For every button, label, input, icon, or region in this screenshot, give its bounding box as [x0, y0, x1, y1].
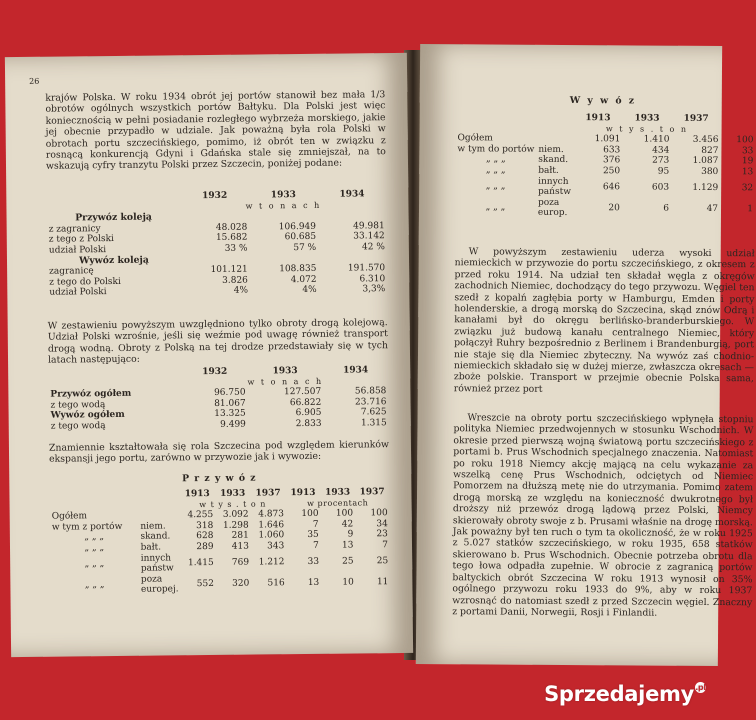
import-table [49, 487, 390, 596]
cell: 7.625 [360, 407, 387, 418]
left-page [5, 53, 413, 657]
cell: 3.456 [692, 135, 719, 146]
right-paragraph-1: W powyższym zestawieniu uderza wysoki udział niemieckich w przywozie do portu szczecińskiego, z okresem z przed roku 1914. Na udział ten składał węgla z okręgów zachodnich Niemiec, dochodzący do tego przywozu. Węgiel ten szedł z kopalń zagłębia porty w Hamburgu, Emden i porty holenderskie, a drogą morską do Szczecina, skąd znów Odrą i kanałami był do okręgu berlińsko-branderburskiego. W związku już budową kanału centralnego Niemiec, który połączył Ruhry bezpośrednio z Berlinem i Brandenburgią, port nie staje się dla Niemiec zbyteczny. Na wywóz zaś chodnio-niemieckich składało się w dużej mierze, zwłaszcza okresach — zboże polskie. Transport w przejmie obecnie Polska sama, również przez port [453, 246, 755, 395]
row-label: „ „ „ [485, 181, 506, 192]
cell: 4.873 [258, 509, 285, 520]
cell: 66.822 [289, 397, 322, 408]
cell: 60.685 [284, 232, 317, 243]
right-paragraph-2: Wreszcie na obroty portu szczecińskiego wpłynęła stopniu polityka Niemiec przedwojennych w stosunku Wschodnich. W okresie przed pierwszą wojną światową portu szczecińskiego z portami b. Prus Wschodnich specjalnego znaczenia. Natomiast po roku 1918 Niemcy akcję mającą na celu wykazanie za wszelką cenę Prus Wschodnich, odciętych od Niemiec Pomorzem na dłuższą metę nie do utrzymania. Pomimo zatem drogą morską ze względu na konieczność dwukrotnego był droższy niż przewóz drogą lądową przez Polski, Niemcy skierowały obroty swoje z b. Prusami właśnie na drogę morską. Jak poważny był ten ruch o tym ta okoliczność, że w roku 1925 z 5.027 statków szczecińskiego, w roku 1935, 658 statków skierowano b. Prus Wschodnich. Obecnie potrzeba obrotu dla tego łowa odpadła zupełnie. W obrocie z zagranicą portów baltyckich obrót Szczecina W roku 1913 wynosił on 35% ogólnego przywozu roku 1933 do 9%, aby w roku 1937 wzrosnąć do natomiast szedł z przed Szczecin węgiel. Znaczny z portami Danii, Norwegii, Rosji i Finlandii. [452, 412, 754, 619]
row-sublabel [536, 134, 573, 145]
cell: 628 [196, 531, 214, 542]
cell: 25 [342, 556, 354, 567]
cell: 6 [663, 203, 669, 214]
row-sublabel [138, 511, 180, 522]
row-label: zagranicę [49, 266, 94, 277]
year-header: 1933 [634, 113, 660, 124]
cell: 603 [651, 182, 670, 193]
cell: 1.091 [594, 134, 621, 145]
cell: 4% [233, 285, 249, 297]
table-row [47, 284, 387, 298]
watermark-suffix: .pl [695, 683, 706, 692]
cell: 34 [376, 518, 388, 530]
cell: 25 [376, 555, 389, 567]
cell: 101.121 [210, 264, 248, 276]
year-header: 1933 [272, 366, 298, 377]
cell: 380 [701, 166, 719, 178]
cell: 20 [608, 203, 620, 214]
cell: 1.315 [360, 418, 387, 429]
row-sublabel: poza europ. [537, 197, 568, 219]
cell: 13.325 [214, 408, 246, 420]
cell: 281 [231, 530, 249, 542]
cell: 56.858 [354, 386, 387, 397]
unit-label: w t y s . t o n [199, 499, 267, 509]
page-number: 26 [29, 76, 40, 86]
year-header: 1937 [255, 488, 281, 499]
row-sublabel: skand. [538, 155, 569, 166]
cell: 23.716 [354, 396, 387, 408]
row-label: w tym z portów [51, 521, 123, 533]
cell: 7 [382, 540, 389, 551]
cell: 827 [701, 145, 719, 156]
cell: 96.750 [214, 387, 246, 399]
cell: 7 [313, 540, 319, 551]
row-label: „ „ „ [84, 532, 105, 543]
cell: 10 [342, 577, 354, 588]
year-header: 1933 [220, 488, 246, 499]
cell: 100 [736, 135, 754, 146]
row-sublabel: skand. [140, 531, 171, 543]
year-header: 1933 [324, 487, 351, 498]
row-label: „ „ „ [84, 558, 105, 570]
cell: 646 [602, 182, 621, 193]
cell: 4.072 [290, 274, 317, 285]
row-sublabel: innych państw [538, 176, 571, 198]
cell: 100 [370, 508, 388, 519]
row-label: udział Polski [48, 245, 107, 256]
cell: 32 [741, 183, 754, 194]
cell: 9 [347, 529, 354, 540]
cell: 108.835 [279, 264, 317, 275]
cell: 1.087 [692, 156, 719, 167]
cell: 57 % [293, 242, 317, 254]
cell: 552 [196, 579, 214, 590]
cell: 127.507 [283, 387, 322, 398]
table-row [455, 176, 755, 199]
cell: 49.981 [353, 220, 385, 232]
cell: 6.310 [359, 273, 386, 285]
row-sublabel: niem. [140, 521, 166, 532]
cell: 11 [376, 577, 389, 588]
row-label: z tego do Polski [49, 276, 121, 288]
cell: 3.826 [222, 275, 248, 286]
section-title: Przywóz koleją [75, 211, 153, 224]
cell: 42 [341, 519, 354, 530]
cell: 4% [302, 285, 317, 296]
cell: 1.646 [258, 520, 285, 531]
table-row [50, 572, 390, 597]
unit-label: w t y s . t o n [605, 123, 689, 134]
rail-transit-table [46, 189, 387, 298]
cell: 48.028 [215, 222, 248, 233]
middle-paragraph: W zestawieniu powyższym uwzględniono tylko obroty drogą kolejową. Udział Polski wzrośnie, jeśli się weźmie pod uwagę również transport drogą wodną. Obroty z Polską na tej drodze przedstawiały się w tych latach następująco: [47, 317, 388, 366]
section-title: Wywóz koleją [79, 254, 149, 266]
row-sublabel: innych państw [140, 552, 174, 574]
cell: 3.092 [222, 509, 249, 521]
year-header: 1937 [683, 113, 709, 124]
unit-label: w t o n a c h [245, 200, 322, 211]
export-title: W y w ó z [569, 94, 637, 107]
row-label: „ „ „ [84, 543, 105, 554]
row-label: w tym do portów [457, 143, 535, 155]
watermark-text: Sprzedajemy [544, 682, 694, 706]
export-table [455, 112, 756, 220]
cell: 33 % [224, 243, 248, 254]
cell: 376 [602, 155, 621, 166]
cell: 100 [301, 509, 319, 520]
closing-paragraph: Znamiennie kształtowała się rola Szczecina pod względem kierunków ekspansji jego portu, zarówno w przywozie jak i wywozie: [48, 439, 390, 466]
row-sublabel: bałt. [140, 542, 162, 553]
cell: 413 [231, 541, 249, 552]
cell: 42 % [361, 242, 385, 253]
cell: 47 [706, 204, 719, 215]
unit-label: w t o n a c h [247, 376, 324, 387]
cell: 35 [307, 530, 319, 541]
cell: 33 [741, 145, 754, 157]
row-label: Przywóz ogółem [50, 389, 132, 400]
year-header: 1934 [342, 365, 369, 376]
cell: 289 [196, 541, 214, 553]
cell: 1 [747, 204, 754, 215]
cell: 100 [335, 508, 354, 519]
row-label: Wywóz ogółem [50, 410, 125, 422]
cell: 81.067 [214, 398, 246, 409]
cell: 9.499 [220, 419, 246, 430]
row-label: z zagranicy [48, 223, 101, 235]
row-label: „ „ „ [485, 202, 506, 213]
cell: 23 [376, 529, 388, 540]
row-label: z tego z Polski [48, 234, 114, 246]
cell: 6.905 [295, 408, 322, 419]
year-header: 1932 [202, 366, 228, 378]
cell: 33.142 [353, 231, 385, 242]
cell: 95 [657, 166, 670, 177]
row-label: „ „ „ [485, 154, 506, 165]
row-sublabel: bałt. [538, 165, 559, 176]
row-label: Ogółem [457, 133, 493, 144]
row-sublabel: poza europej. [140, 574, 179, 596]
year-header: 1932 [202, 190, 228, 202]
row-label: udział Polski [49, 287, 107, 299]
table-row [455, 165, 755, 178]
import-title: P r z y w ó z [181, 472, 257, 485]
watermark-logo [544, 682, 706, 706]
year-header: 1913 [290, 487, 316, 499]
cell: 250 [602, 166, 621, 177]
row-label: z tego wodą [50, 399, 106, 411]
cell: 320 [232, 578, 250, 589]
cell: 434 [652, 145, 670, 156]
cell: 33 [307, 556, 320, 567]
cell: 769 [231, 557, 250, 568]
cell: 13 [307, 577, 320, 589]
cell: 318 [196, 520, 214, 531]
cell: 191.570 [347, 263, 386, 274]
cell: 1.212 [258, 557, 285, 568]
row-label: „ „ „ [84, 580, 105, 591]
cell: 343 [267, 541, 285, 552]
row-sublabel: niem. [538, 144, 564, 155]
cell: 1.060 [258, 530, 285, 541]
year-header: 1937 [359, 487, 385, 498]
year-header: 1934 [339, 189, 365, 200]
intro-paragraph: krajów Polska. W roku 1934 obrót jej portów stanowił bez mała 1/3 obrotów ogólnych wszystkich portów Bałtyku. Dla Polski jest więc koniecznością w pełni posiadanie rozległego wybrzeża morskiego, jakie jej obecnie przypadło w udziale. Jak poważną była rola Polski w obrotach portu szczecińskiego, pomimo, iż obrót ten w związku z rosnącą konkurencją Gdyni i Gdańska stale się zmniejszał, na to wskazują cyfry tranzytu Polski przez Szczecin, poniżej podane: [45, 89, 386, 173]
row-label: „ „ „ [485, 165, 506, 176]
year-header: 1913 [184, 488, 210, 500]
cell: 1.129 [692, 182, 719, 193]
cell: 633 [603, 145, 621, 156]
cell: 19 [741, 156, 754, 167]
water-transit-table [48, 365, 389, 432]
table-row [455, 197, 755, 220]
cell: 273 [652, 155, 670, 167]
cell: 2.833 [295, 418, 322, 430]
table-row [49, 418, 389, 432]
unit-label: w procentach [307, 497, 369, 508]
row-label: Ogółem [51, 511, 88, 522]
cell: 1.410 [643, 134, 670, 145]
cell: 1.298 [222, 520, 249, 531]
cell: 15.682 [215, 232, 248, 244]
cell: 13 [341, 540, 354, 551]
cell: 516 [267, 578, 285, 589]
cell: 7 [312, 519, 319, 530]
year-header: 1913 [585, 113, 611, 124]
cell: 1.415 [187, 557, 214, 569]
right-page [416, 44, 755, 666]
row-label: z tego wodą [50, 421, 106, 432]
cell: 106.949 [278, 221, 317, 233]
year-header: 1933 [270, 190, 296, 201]
cell: 3,3% [362, 284, 386, 295]
cell: 13 [741, 167, 754, 178]
cell: 4.255 [187, 510, 214, 521]
